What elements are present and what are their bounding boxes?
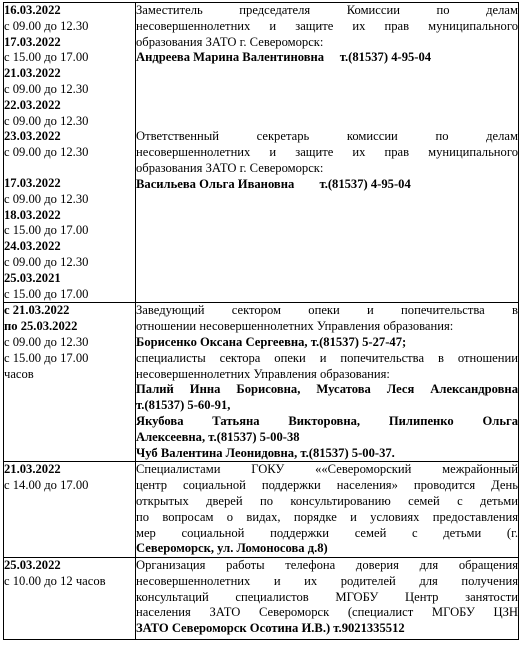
dates-cell <box>4 462 136 558</box>
dates-cell <box>4 558 136 640</box>
dates-cell <box>4 303 136 462</box>
table-row <box>4 462 519 558</box>
info-line: мер социальной поддержки семей с детьми (г. <box>136 525 518 540</box>
date: 21.03.2022 <box>4 462 61 477</box>
info-line: специалисты сектора опеки и попечительства в отношении <box>136 350 518 365</box>
date: 18.03.2022 <box>4 207 61 222</box>
contact-name: Якубова Татьяна Викторовна, Пилипенко Ольга <box>136 413 518 428</box>
time-range: с 09.00 до 12.30 <box>4 81 89 96</box>
date: 25.03.2022 <box>4 558 61 573</box>
time-range: с 10.00 до 12 часов <box>4 573 106 588</box>
contact-phone: т.(81537) 5-60-91, <box>136 398 231 413</box>
date: 24.03.2022 <box>4 239 61 254</box>
date: 22.03.2022 <box>4 97 61 112</box>
contact-name-phone: Борисенко Оксана Сергеевна, т.(81537) 5-27-47; <box>136 334 407 349</box>
time-range: с 15.00 до 17.00 <box>4 50 89 65</box>
info-cell <box>136 558 519 640</box>
info-line: Организация работы телефона доверия для обращения <box>136 558 518 573</box>
address: Североморск, ул. Ломоносова д.8) <box>136 541 328 556</box>
time-range: с 15.00 до 17.00 <box>4 223 89 238</box>
info-line: Специалистами ГОКУ ««Североморский межрайонный <box>136 462 518 477</box>
info-line: несовершеннолетних и защите их прав муниципального <box>136 144 518 159</box>
info-line: несовершеннолетних и защите их прав муниципального <box>136 18 518 33</box>
info-line: несовершеннолетних и их родителей для получения <box>136 573 518 588</box>
info-line: Заместитель председателя Комиссии по делам <box>136 3 518 17</box>
info-line: консультаций специалистов МГОБУ Центр занятости <box>136 589 518 604</box>
time-range: с 09.00 до 12.30 <box>4 113 89 128</box>
dates-cell <box>4 3 136 303</box>
date: 17.03.2022 <box>4 175 61 190</box>
contact-name-phone: Васильева Ольга Ивановна т.(81537) 4-95-04 <box>136 176 411 191</box>
date: с 21.03.2022 <box>4 303 70 318</box>
time-range: с 15.00 до 17.00 <box>4 350 89 365</box>
info-line: отношении несовершеннолетних Управления образования: <box>136 319 454 334</box>
date: по 25.03.2022 <box>4 319 78 334</box>
info-line: Заведующий сектором опеки и попечительства в <box>136 303 518 318</box>
info-cell <box>136 303 519 462</box>
contact-name-phone: Палий Инна Борисовна, Мусатова Леся Александровна <box>136 382 518 397</box>
info-cell <box>136 3 519 303</box>
contact-phone: ЗАТО Североморск Осотина И.В.) т.9021335512 <box>136 621 405 636</box>
schedule-table <box>3 2 519 640</box>
time-range: с 09.00 до 12.30 <box>4 18 89 33</box>
time-range: с 09.00 до 12.30 <box>4 334 89 349</box>
date: 25.03.2021 <box>4 270 61 285</box>
info-line: открытых дверей по консультированию семей с детьми <box>136 493 518 508</box>
time-unit: часов <box>4 366 34 381</box>
table-row <box>4 303 519 462</box>
table-row <box>4 558 519 640</box>
info-line: образования ЗАТО г. Североморск: <box>136 160 324 175</box>
time-range: с 09.00 до 12.30 <box>4 191 89 206</box>
table-row <box>4 3 519 303</box>
info-line: населения ЗАТО Североморск (специалист МГОБУ ЦЗН <box>136 605 518 620</box>
info-line: образования ЗАТО г. Североморск: <box>136 34 324 49</box>
contact-name-phone: Алексеевна, т.(81537) 5-00-38 <box>136 429 300 444</box>
time-range: с 09.00 до 12.30 <box>4 254 89 269</box>
info-line: несовершеннолетних Управления образования: <box>136 366 390 381</box>
info-line: центр социальной поддержки населения» проводится День <box>136 478 518 493</box>
time-range: с 15.00 до 17.00 <box>4 286 89 301</box>
info-line: Ответственный секретарь комиссии по делам <box>136 129 518 144</box>
date: 16.03.2022 <box>4 3 61 17</box>
time-range: с 14.00 до 17.00 <box>4 478 89 493</box>
date: 17.03.2022 <box>4 34 61 49</box>
contact-name-phone: Андреева Марина Валентиновна т.(81537) 4-95-04 <box>136 50 432 65</box>
time-range: с 09.00 до 12.30 <box>4 145 89 160</box>
info-cell <box>136 462 519 558</box>
info-line: по вопросам о видах, порядке и условиях предоставления <box>136 509 518 524</box>
contact-name-phone: Чуб Валентина Леонидовна, т.(81537) 5-00-37. <box>136 445 395 460</box>
date: 23.03.2022 <box>4 129 61 144</box>
date: 21.03.2022 <box>4 66 61 81</box>
